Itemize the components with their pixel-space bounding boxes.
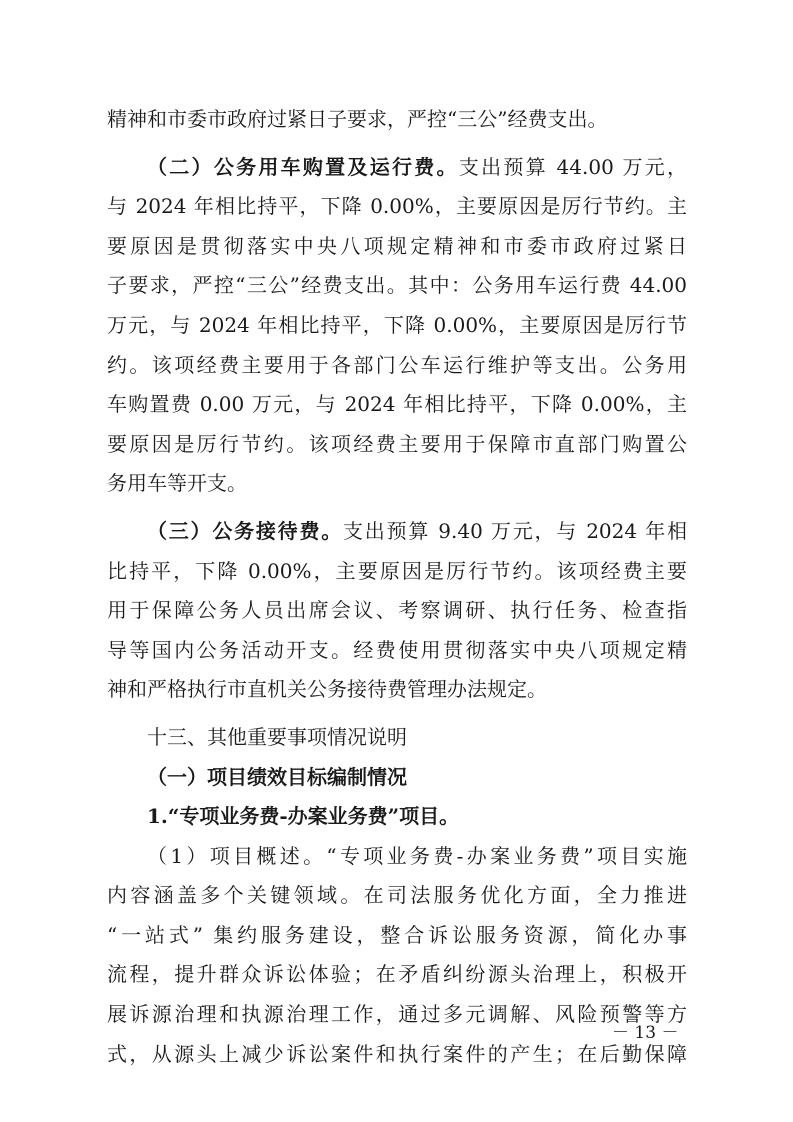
page-number: － 13 －	[612, 1023, 679, 1043]
paragraph-line: （1）项目概述。“专项业务费-办案业务费”项目实施	[147, 843, 687, 868]
paragraph-line: 要原因是贯彻落实中央八项规定精神和市委市政府过紧日	[107, 233, 687, 258]
document-body	[107, 100, 687, 1074]
paragraph-line: 万元，与 2024 年相比持平，下降 0.00%，主要原因是厉行节	[107, 312, 687, 337]
paragraph-line: 要原因是厉行节约。该项经费主要用于保障市直部门购置公	[107, 431, 687, 456]
paragraph-line: 用于保障公务人员出席会议、考察调研、执行任务、检查指	[107, 598, 687, 623]
paragraph-line: 展诉源治理和执源治理工作，通过多元调解、风险预警等方	[107, 1002, 687, 1027]
item-title: 1.“专项业务费-办案业务费”项目。	[147, 804, 460, 829]
paragraph-line: 子要求，严控“三公”经费支出。其中：公务用车运行费 44.00	[107, 273, 687, 298]
paragraph-line: 流程，提升群众诉讼体验；在矛盾纠纷源头治理上，积极开	[107, 962, 687, 987]
paragraph-line: 内容涵盖多个关键领域。在司法服务优化方面，全力推进	[107, 883, 687, 908]
paragraph-line: 神和严格执行市直机关公务接待费管理办法规定。	[107, 677, 547, 702]
subsection-title: （一）项目绩效目标编制情况	[147, 764, 407, 789]
paragraph-line: 约。该项经费主要用于各部门公车运行维护等支出。公务用	[107, 352, 687, 377]
vehicle-cost-heading: （二）公务用车购置及运行费。	[147, 154, 459, 179]
paragraph-line: （三）公务接待费。支出预算 9.40 万元，与 2024 年相	[147, 518, 688, 543]
paragraph-line: 比持平，下降 0.00%，主要原因是厉行节约。该项经费主要	[107, 558, 687, 583]
paragraph-line: （二）公务用车购置及运行费。支出预算 44.00 万元，	[147, 154, 687, 179]
paragraph-line: 务用车等开支。	[107, 471, 247, 496]
reception-cost-heading: （三）公务接待费。	[147, 518, 344, 543]
paragraph-line: 导等国内公务活动开支。经费使用贯彻落实中央八项规定精	[107, 637, 687, 662]
paragraph-line: 车购置费 0.00 万元，与 2024 年相比持平，下降 0.00%，主	[107, 392, 687, 417]
paragraph-line: “一站式” 集约服务建设，整合诉讼服务资源，简化办事	[107, 922, 687, 947]
paragraph-line: 与 2024 年相比持平，下降 0.00%，主要原因是厉行节约。主	[107, 194, 687, 219]
paragraph-line: 精神和市委市政府过紧日子要求，严控“三公”经费支出。	[107, 107, 608, 131]
section-title: 十三、其他重要事项情况说明	[147, 724, 407, 749]
paragraph-line: 式，从源头上减少诉讼案件和执行案件的产生；在后勤保障	[107, 1041, 687, 1066]
